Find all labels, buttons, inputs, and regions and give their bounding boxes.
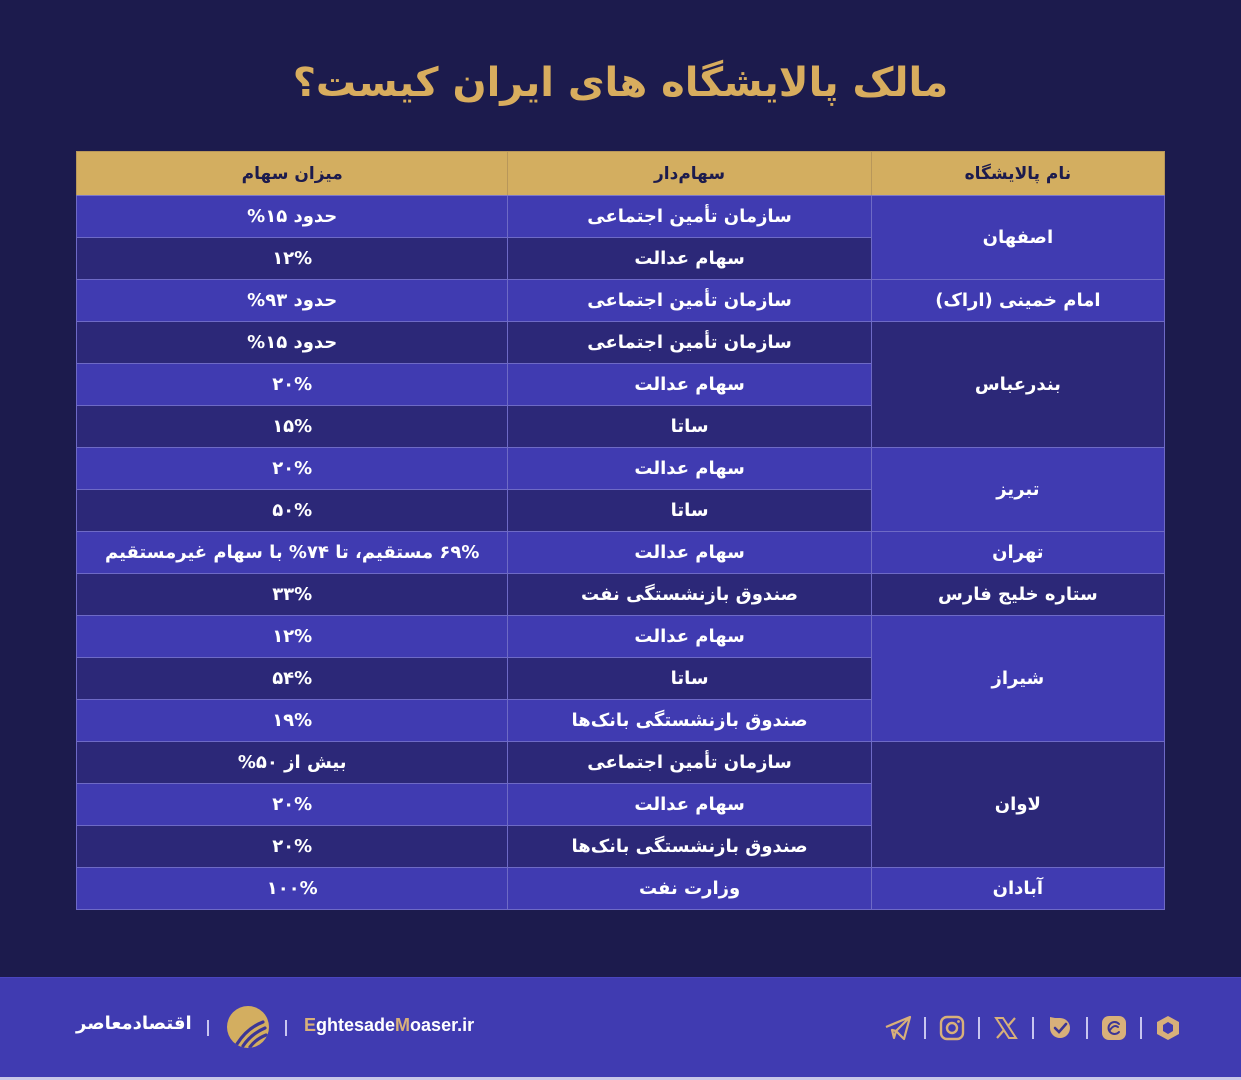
share-cell: ۳۳%	[77, 574, 508, 616]
x-icon[interactable]	[991, 1013, 1021, 1043]
divider	[924, 1017, 926, 1039]
shareholder-cell: سازمان تأمین اجتماعی	[508, 742, 871, 784]
refinery-cell: آبادان	[871, 868, 1164, 910]
refinery-cell: امام خمینی (اراک)	[871, 280, 1164, 322]
share-cell: ۵۰%	[77, 490, 508, 532]
table-row	[77, 616, 1165, 658]
share-cell: حدود ۹۳%	[77, 280, 508, 322]
page-title: مالک پالایشگاه های ایران کیست؟	[292, 60, 949, 106]
shareholder-cell: وزارت نفت	[508, 868, 871, 910]
header-share: میزان سهام	[77, 152, 508, 196]
share-cell: ۵۴%	[77, 658, 508, 700]
telegram-icon[interactable]	[883, 1013, 913, 1043]
share-cell: ۱۲%	[77, 616, 508, 658]
table-row	[77, 868, 1165, 910]
instagram-icon[interactable]	[937, 1013, 967, 1043]
share-cell: ۲۰%	[77, 826, 508, 868]
divider	[1086, 1017, 1088, 1039]
table-row	[77, 448, 1165, 490]
divider	[1140, 1017, 1142, 1039]
share-cell: حدود ۱۵%	[77, 322, 508, 364]
share-cell: ۲۰%	[77, 784, 508, 826]
shareholder-cell: ساتا	[508, 490, 871, 532]
header-refinery: نام پالایشگاه	[871, 152, 1164, 196]
share-cell: ۶۹% مستقیم، تا ۷۴% با سهام غیرمستقیم	[77, 532, 508, 574]
share-cell: بیش از ۵۰%	[77, 742, 508, 784]
share-cell: ۱۵%	[77, 406, 508, 448]
share-cell: ۱۲%	[77, 238, 508, 280]
shareholder-cell: سهام عدالت	[508, 616, 871, 658]
site-letter-e: E	[304, 1015, 317, 1035]
refinery-cell: تهران	[871, 532, 1164, 574]
shareholder-cell: سازمان تأمین اجتماعی	[508, 280, 871, 322]
rubika-icon[interactable]	[1153, 1013, 1183, 1043]
share-cell: ۲۰%	[77, 448, 508, 490]
table-row	[77, 742, 1165, 784]
share-cell: ۱۹%	[77, 700, 508, 742]
brand-logo-icon	[227, 1006, 269, 1048]
social-links	[883, 1013, 1183, 1043]
table-row	[77, 280, 1165, 322]
share-cell: ۱۰۰%	[77, 868, 508, 910]
divider	[1032, 1017, 1034, 1039]
shareholder-cell: صندوق بازنشستگی بانک‌ها	[508, 700, 871, 742]
eitaa-icon[interactable]	[1099, 1013, 1129, 1043]
refinery-cell: ستاره خلیج فارس	[871, 574, 1164, 616]
shareholder-cell: سهام عدالت	[508, 532, 871, 574]
share-cell: ۲۰%	[77, 364, 508, 406]
refinery-cell: بندرعباس	[871, 322, 1164, 448]
refinery-cell: شیراز	[871, 616, 1164, 742]
shareholder-cell: سهام عدالت	[508, 448, 871, 490]
divider	[207, 1020, 209, 1036]
shareholder-cell: سهام عدالت	[508, 364, 871, 406]
table-row	[77, 322, 1165, 364]
share-cell: حدود ۱۵%	[77, 196, 508, 238]
website-link[interactable]	[304, 1015, 474, 1036]
table-header-row	[77, 152, 1165, 196]
site-letter-m: M	[395, 1015, 411, 1035]
shareholder-cell: ساتا	[508, 406, 871, 448]
refinery-cell: تبریز	[871, 448, 1164, 532]
table-row	[77, 574, 1165, 616]
refinery-cell: اصفهان	[871, 196, 1164, 280]
table-row	[77, 532, 1165, 574]
shareholder-cell: سهام عدالت	[508, 238, 871, 280]
bale-icon[interactable]	[1045, 1013, 1075, 1043]
divider	[978, 1017, 980, 1039]
ownership-table	[76, 151, 1165, 910]
shareholder-cell: سهام عدالت	[508, 784, 871, 826]
shareholder-cell: ساتا	[508, 658, 871, 700]
shareholder-cell: سازمان تأمین اجتماعی	[508, 196, 871, 238]
divider	[285, 1020, 287, 1036]
site-text-2: oaser.ir	[410, 1015, 475, 1035]
header-shareholder: سهام‌دار	[508, 152, 871, 196]
shareholder-cell: سازمان تأمین اجتماعی	[508, 322, 871, 364]
refinery-cell: لاوان	[871, 742, 1164, 868]
shareholder-cell: صندوق بازنشستگی بانک‌ها	[508, 826, 871, 868]
site-text-1: ghtesade	[316, 1015, 396, 1035]
shareholder-cell: صندوق بازنشستگی نفت	[508, 574, 871, 616]
brand-name-fa: اقتصادمعاصر	[76, 1013, 192, 1034]
table-row	[77, 196, 1165, 238]
